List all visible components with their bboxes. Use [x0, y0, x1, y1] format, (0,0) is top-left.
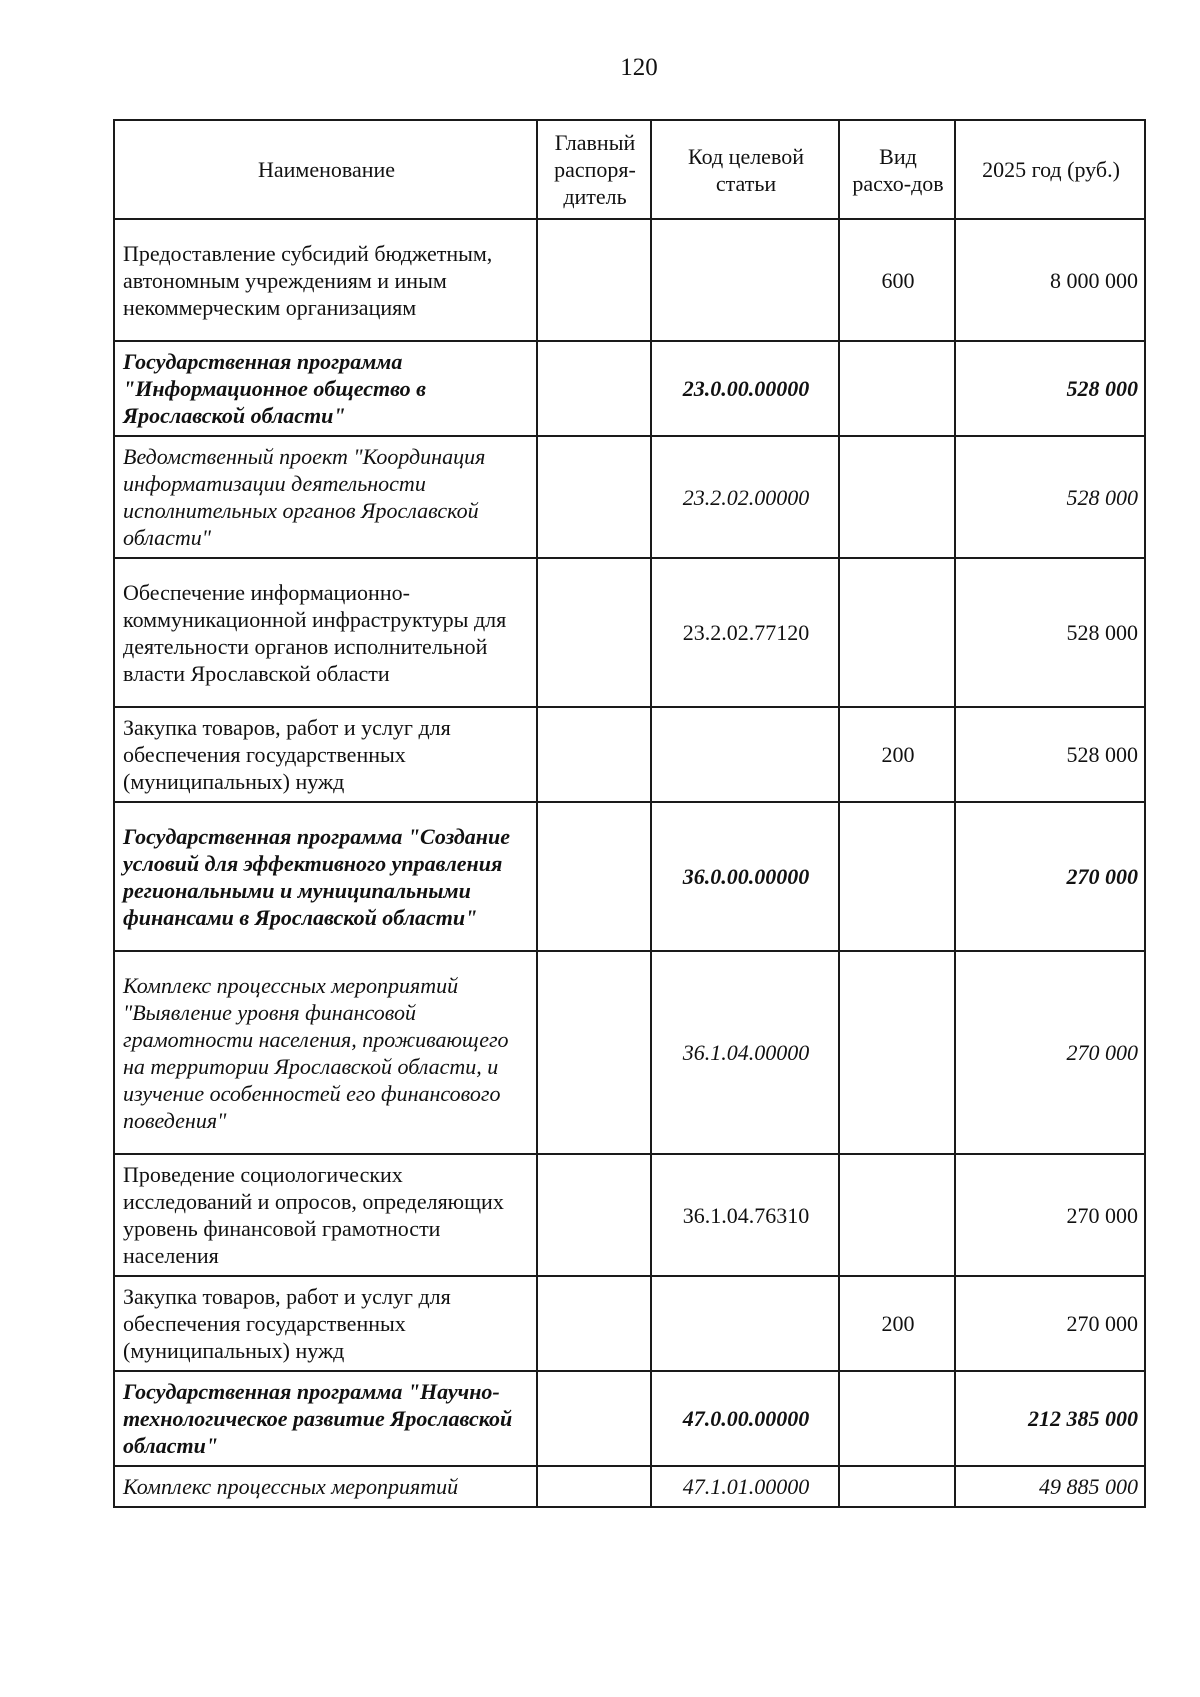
cell-name: Государственная программа "Создание условий для эффективного управления региональными и муниципальными финансами в Ярославской области" — [114, 802, 537, 951]
table-row — [114, 219, 1145, 341]
header-vid: Вид расхо-дов — [839, 120, 955, 219]
cell-name: Предоставление субсидий бюджетным, автономным учреждениям и иным некоммерческим организациям — [114, 219, 537, 341]
cell-code: 36.1.04.00000 — [651, 951, 839, 1154]
cell-vid — [839, 341, 955, 436]
header-code: Код целевой статьи — [651, 120, 839, 219]
cell-chief — [537, 707, 651, 802]
header-name: Наименование — [114, 120, 537, 219]
table-row — [114, 1276, 1145, 1371]
table-row — [114, 1154, 1145, 1276]
cell-vid: 200 — [839, 1276, 955, 1371]
header-chief: Главный распоря-дитель — [537, 120, 651, 219]
cell-vid: 600 — [839, 219, 955, 341]
cell-sum: 49 885 000 — [955, 1466, 1145, 1507]
table-row — [114, 802, 1145, 951]
cell-vid — [839, 1154, 955, 1276]
cell-chief — [537, 219, 651, 341]
cell-code: 36.1.04.76310 — [651, 1154, 839, 1276]
cell-name: Закупка товаров, работ и услуг для обеспечения государственных (муниципальных) нужд — [114, 1276, 537, 1371]
cell-name: Государственная программа "Информационное общество в Ярославской области" — [114, 341, 537, 436]
cell-sum: 270 000 — [955, 1154, 1145, 1276]
header-row — [114, 120, 1145, 219]
cell-vid: 200 — [839, 707, 955, 802]
cell-chief — [537, 951, 651, 1154]
cell-chief — [537, 1466, 651, 1507]
table-row — [114, 707, 1145, 802]
cell-name: Обеспечение информационно-коммуникационной инфраструктуры для деятельности органов исполнительной власти Ярославской области — [114, 558, 537, 707]
table-row — [114, 341, 1145, 436]
table-body — [114, 219, 1145, 1507]
cell-sum: 212 385 000 — [955, 1371, 1145, 1466]
cell-code: 47.0.00.00000 — [651, 1371, 839, 1466]
cell-sum: 270 000 — [955, 802, 1145, 951]
cell-vid — [839, 1466, 955, 1507]
cell-vid — [839, 436, 955, 558]
budget-table — [113, 119, 1146, 1508]
header-sum: 2025 год (руб.) — [955, 120, 1145, 219]
cell-sum: 528 000 — [955, 707, 1145, 802]
cell-code — [651, 1276, 839, 1371]
cell-chief — [537, 1276, 651, 1371]
cell-name: Ведомственный проект "Координация информатизации деятельности исполнительных органов Ярославской области" — [114, 436, 537, 558]
page-number: 120 — [620, 54, 658, 81]
cell-code: 23.2.02.00000 — [651, 436, 839, 558]
cell-sum: 528 000 — [955, 558, 1145, 707]
table-row — [114, 951, 1145, 1154]
cell-sum: 8 000 000 — [955, 219, 1145, 341]
cell-code: 36.0.00.00000 — [651, 802, 839, 951]
cell-vid — [839, 951, 955, 1154]
cell-vid — [839, 1371, 955, 1466]
table-row — [114, 1371, 1145, 1466]
cell-vid — [839, 558, 955, 707]
cell-code: 47.1.01.00000 — [651, 1466, 839, 1507]
table-row — [114, 558, 1145, 707]
cell-chief — [537, 341, 651, 436]
cell-name: Государственная программа "Научно-технологическое развитие Ярославской области" — [114, 1371, 537, 1466]
cell-code — [651, 707, 839, 802]
cell-code: 23.0.00.00000 — [651, 341, 839, 436]
cell-name: Закупка товаров, работ и услуг для обеспечения государственных (муниципальных) нужд — [114, 707, 537, 802]
cell-code — [651, 219, 839, 341]
cell-name: Комплекс процессных мероприятий "Выявление уровня финансовой грамотности населения, проживающего на территории Ярославской области, и изучение особенностей его финансового поведения" — [114, 951, 537, 1154]
cell-chief — [537, 802, 651, 951]
cell-chief — [537, 436, 651, 558]
cell-sum: 270 000 — [955, 951, 1145, 1154]
cell-chief — [537, 558, 651, 707]
cell-chief — [537, 1154, 651, 1276]
table-row — [114, 436, 1145, 558]
cell-chief — [537, 1371, 651, 1466]
cell-sum: 528 000 — [955, 436, 1145, 558]
cell-code: 23.2.02.77120 — [651, 558, 839, 707]
cell-name: Проведение социологических исследований и опросов, определяющих уровень финансовой грамотности населения — [114, 1154, 537, 1276]
cell-sum: 270 000 — [955, 1276, 1145, 1371]
cell-sum: 528 000 — [955, 341, 1145, 436]
table-row — [114, 1466, 1145, 1507]
cell-name: Комплекс процессных мероприятий — [114, 1466, 537, 1507]
cell-vid — [839, 802, 955, 951]
